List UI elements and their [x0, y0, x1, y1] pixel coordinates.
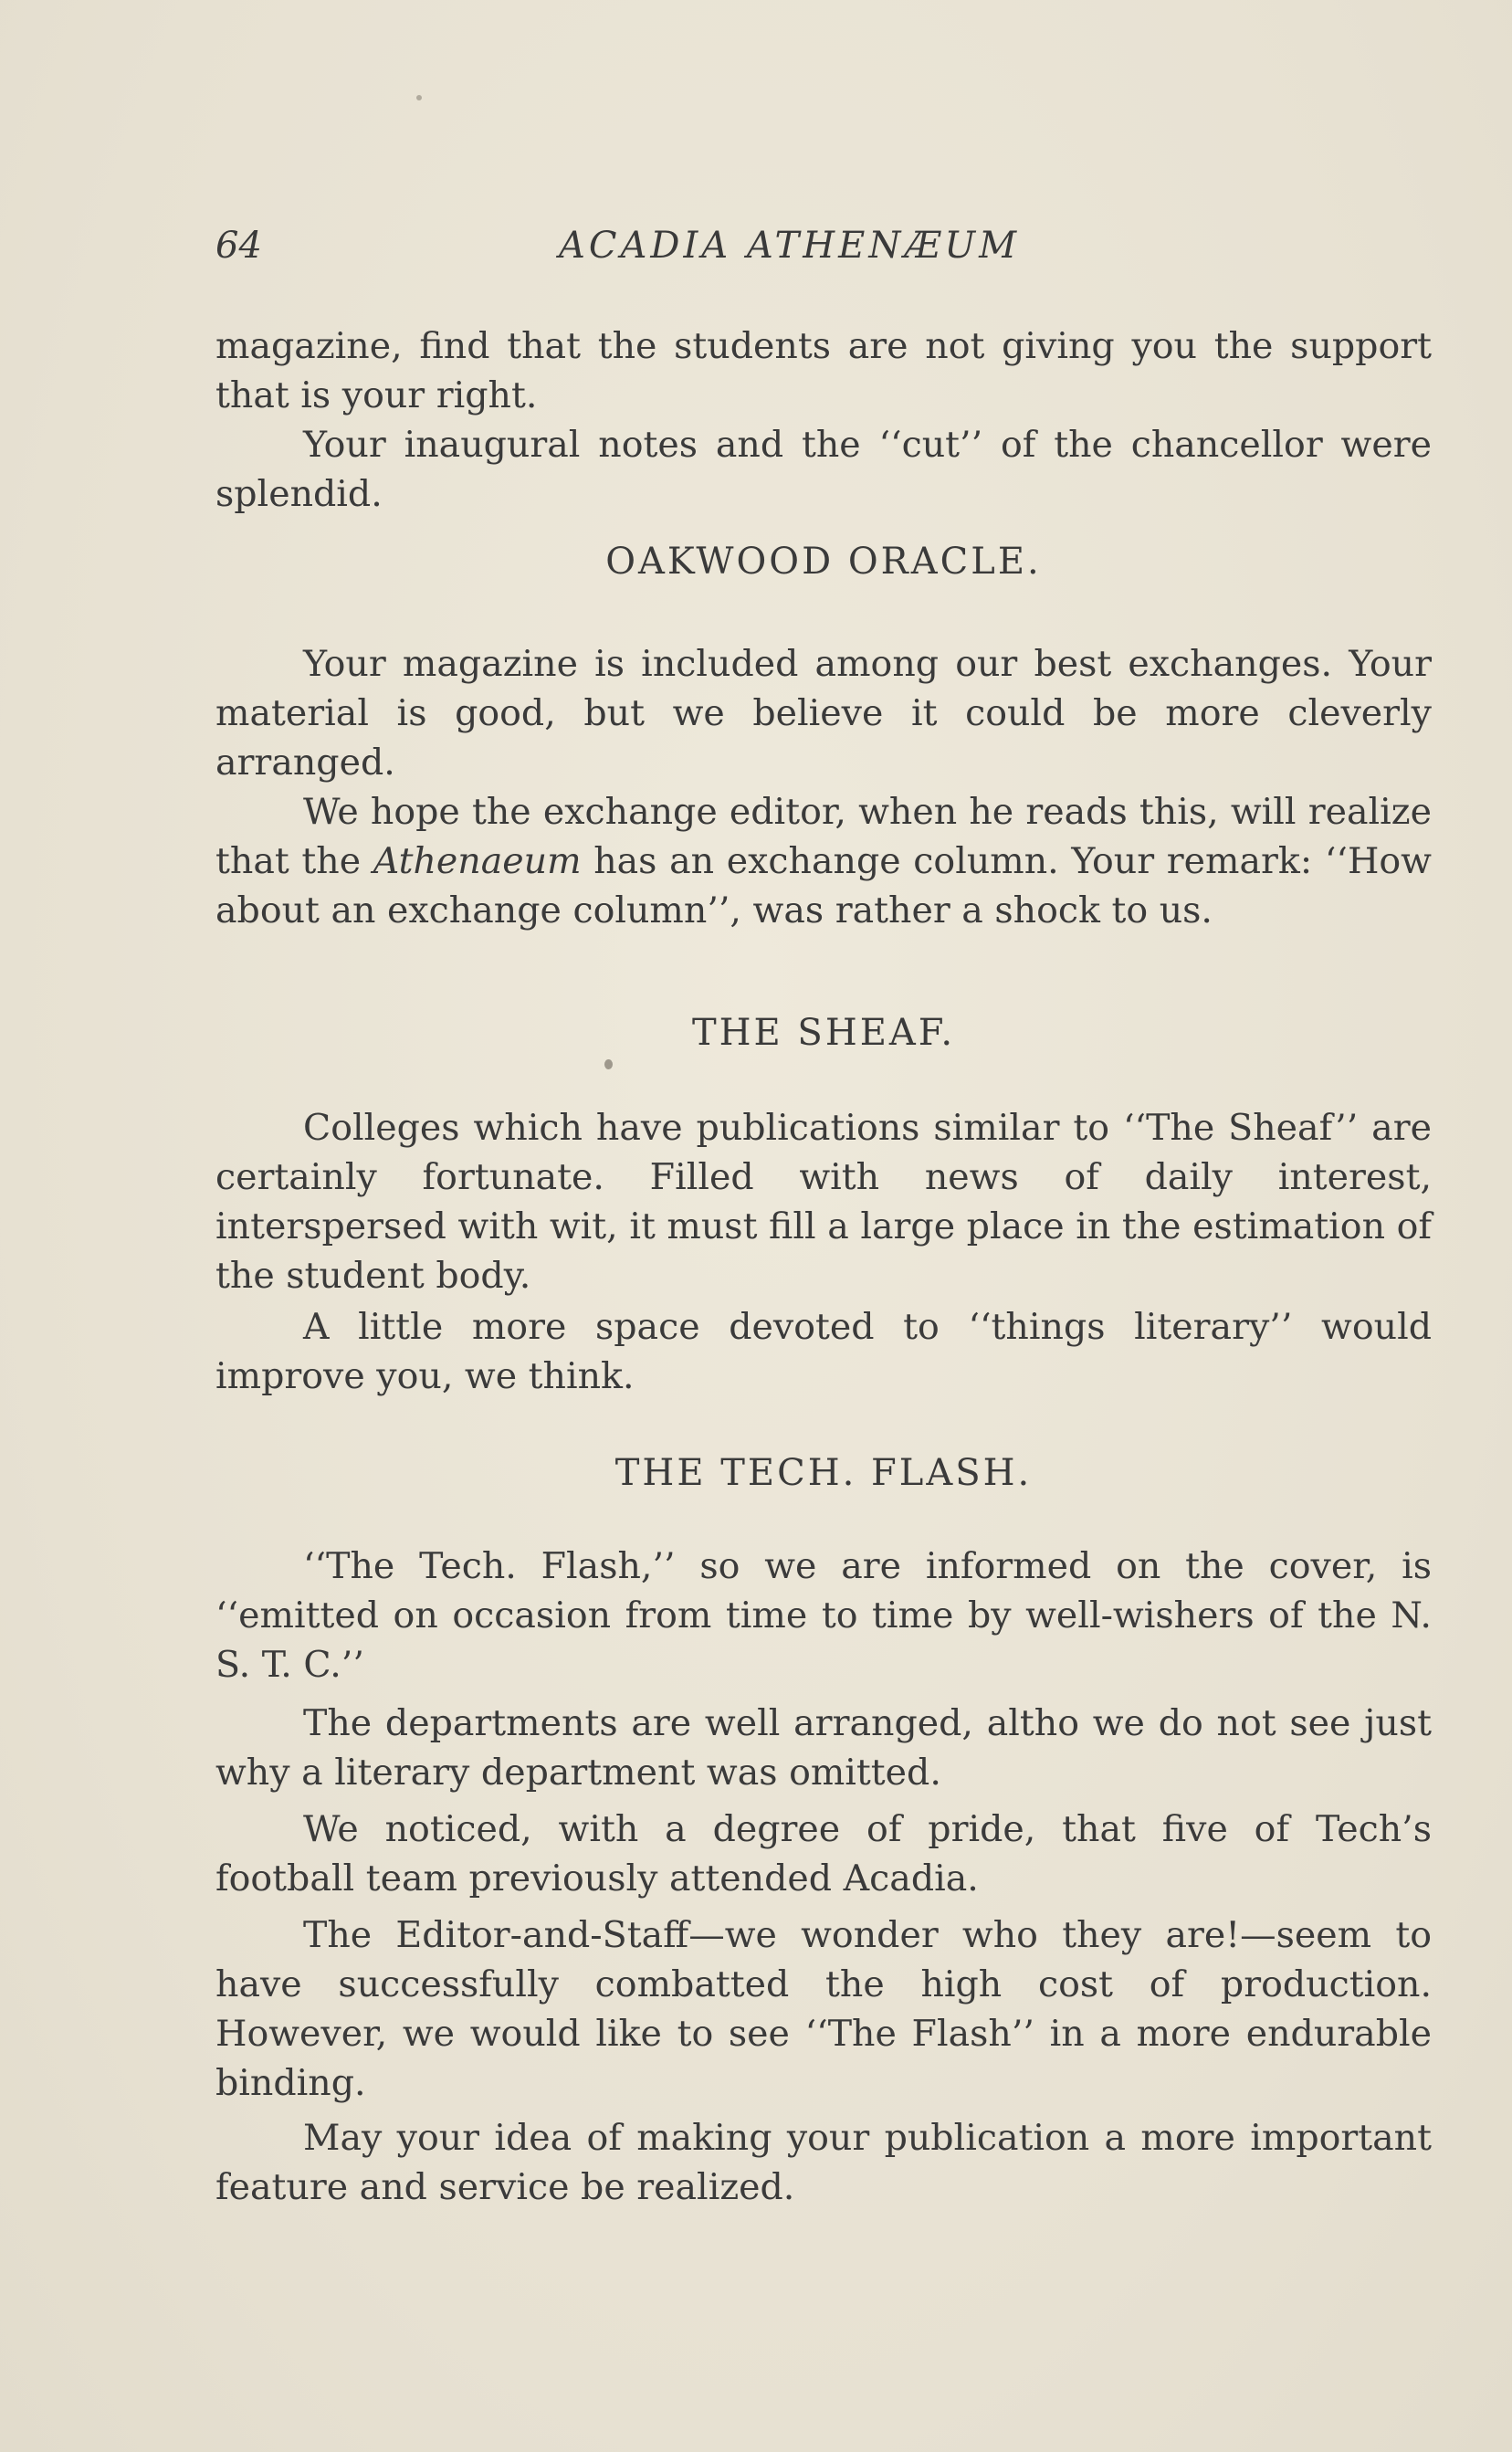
paragraph: We noticed, with a degree of pride, that five of Tech’s football team previously attended Acadia. — [215, 1808, 1432, 1900]
paragraph: The departments are well arranged, altho we do not see just why a literary department was omitted. — [215, 1702, 1432, 1794]
paragraph-text: We hope the exchange editor, when he reads this, will realize that the — [215, 791, 1432, 882]
speck-mark — [604, 1059, 613, 1069]
paragraph: Colleges which have publications similar to ‘‘The Sheaf’’ are certainly fortunate. Filled with news of daily interest, interspersed with wit, it must fill a large place in the estimation of the student body. — [215, 1107, 1432, 1297]
section-heading-the-sheaf: THE SHEAF. — [691, 1012, 956, 1054]
paragraph-continued: magazine, find that the students are not giving you the support that is your right. — [215, 325, 1432, 416]
paragraph-text: has an exchange column. Your remark: ‘‘How about an exchange column’’, was rather a shock to us. — [215, 840, 1432, 931]
page-header — [215, 225, 1432, 279]
paragraph — [215, 787, 1432, 935]
page-number: 64 — [215, 225, 262, 267]
paragraph: May your idea of making your publication a more important feature and service be realized. — [215, 2117, 1432, 2208]
journal-title-italic: Athenaeum — [373, 840, 582, 882]
running-title: ACADIA ATHENÆUM — [559, 225, 1021, 267]
paragraph: ‘‘The Tech. Flash,’’ so we are informed on the cover, is ‘‘emitted on occasion from time to time by well-wishers of the N. S. T. C.’’ — [215, 1545, 1432, 1686]
section-heading-the-tech-flash: THE TECH. FLASH. — [614, 1452, 1033, 1494]
paragraph: The Editor-and-Staff—we wonder who they are!—seem to have successfully combatted the high cost of production. However, we would like to see ‘‘The Flash’’ in a more endurable binding. — [215, 1914, 1432, 2104]
paragraph: A little more space devoted to ‘‘things literary’’ would improve you, we think. — [215, 1306, 1432, 1397]
paragraph: Your magazine is included among our best exchanges. Your material is good, but we believe it could be more cleverly arranged. — [215, 643, 1432, 784]
paragraph: Your inaugural notes and the ‘‘cut’’ of the chancellor were splendid. — [215, 424, 1432, 515]
speck-mark — [416, 95, 422, 100]
section-heading-oakwood-oracle: OAKWOOD ORACLE. — [605, 541, 1042, 583]
